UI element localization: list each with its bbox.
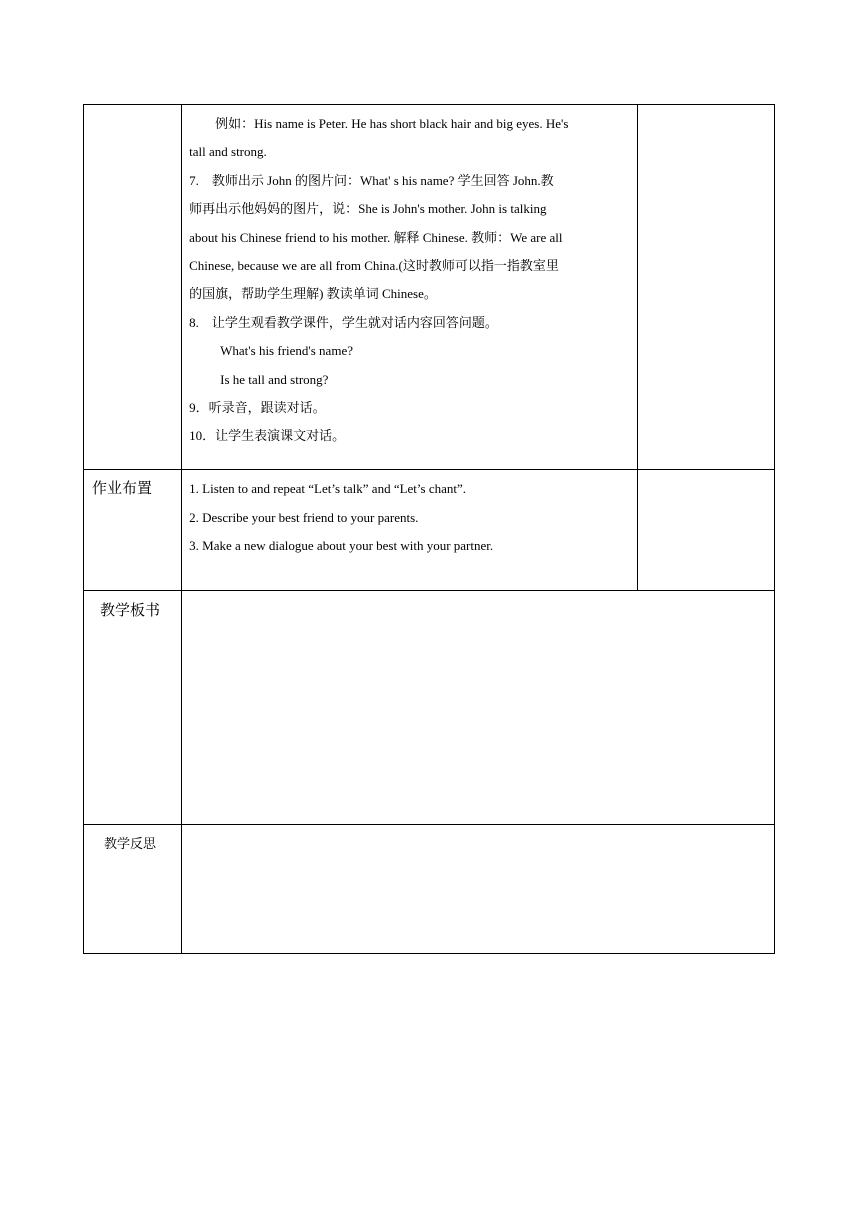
reflection-content-cell: [182, 825, 775, 954]
homework-item: 2. Describe your best friend to your parents.: [189, 509, 419, 525]
process-line-step8: 8. 让学生观看教学课件，学生就对话内容回答问题。: [189, 314, 498, 330]
homework-note-cell: [637, 470, 774, 591]
process-line-example: 例如：His name is Peter. He has short black hair and big eyes. He's: [215, 116, 569, 131]
board-content-cell: [182, 591, 775, 825]
process-line-step9: 9．听录音，跟读对话。: [189, 400, 326, 416]
process-line-step10: 10．让学生表演课文对话。: [189, 428, 346, 444]
reflection-label-cell: [84, 825, 182, 954]
process-line-step7-cont2: about his Chinese friend to his mother. 解释 Chinese. 教师：We are all: [189, 229, 563, 245]
process-line-question2: Is he tall and strong?: [220, 371, 329, 387]
board-label-cell: [84, 591, 182, 825]
homework-content-cell: [182, 470, 638, 591]
process-line-example-cont: tall and strong.: [189, 144, 267, 160]
homework-item: 3. Make a new dialogue about your best with your partner.: [189, 538, 494, 553]
homework-row: [84, 470, 775, 591]
process-line-step7-cont3: Chinese, because we are all from China.(这时教师可以指一指教室里: [189, 258, 559, 274]
process-note-cell: [637, 105, 774, 470]
homework-item: 1. Listen to and repeat “Let’s talk” and “Let’s chant”.: [189, 481, 466, 496]
process-line-step7-cont1: 师再出示他妈妈的图片，说：She is John's mother. John is talking: [189, 201, 547, 217]
reflection-label: 教学反思: [104, 837, 157, 852]
homework-label-cell: [84, 470, 182, 591]
board-row: [84, 591, 775, 825]
process-line-question1: What's his friend's name?: [220, 343, 353, 359]
process-content-cell: [182, 105, 638, 470]
lesson-plan-table: [83, 104, 775, 954]
process-row: [84, 105, 775, 470]
board-label: 教学板书: [100, 601, 161, 619]
process-line-step7-cont4: 的国旗，帮助学生理解) 教读单词 Chinese。: [189, 286, 437, 302]
reflection-row: [84, 825, 775, 954]
process-line-step7: 7. 教师出示 John 的图片问：What' s his name? 学生回答 John.教: [189, 172, 554, 188]
process-label-cell: [84, 105, 182, 470]
homework-label: 作业布置: [92, 479, 153, 497]
